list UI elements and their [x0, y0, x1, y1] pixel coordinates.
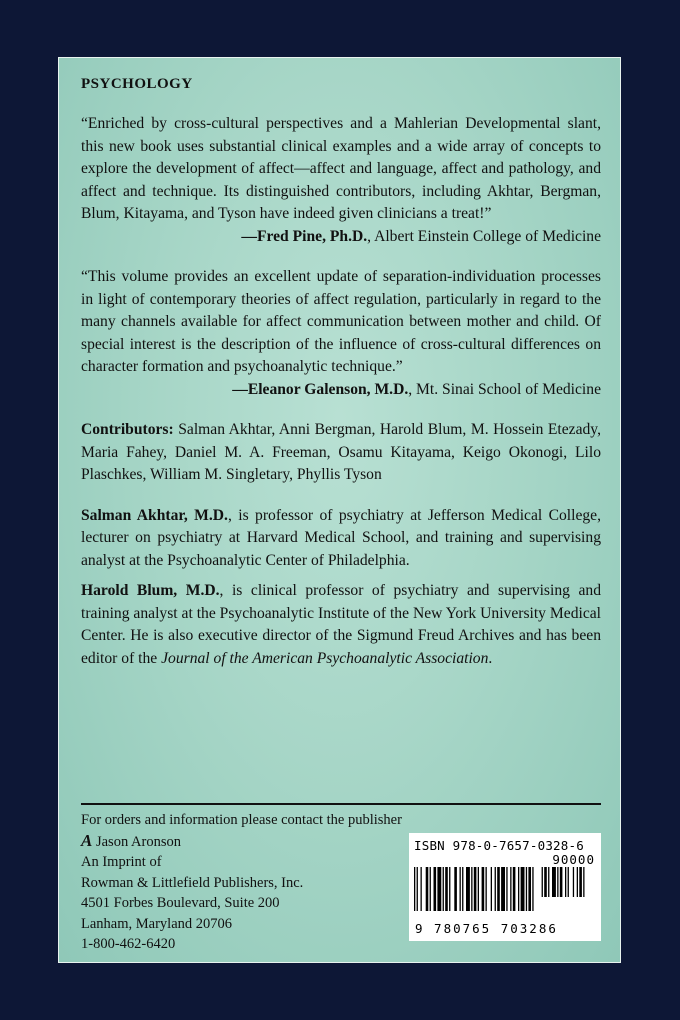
author-bio-1	[81, 505, 601, 573]
contributors-label: Contributors:	[81, 421, 174, 438]
imprint-line: An Imprint of	[81, 854, 162, 870]
contributors-list	[81, 419, 601, 487]
bio-end: .	[488, 649, 493, 667]
review-quote-2	[81, 266, 601, 401]
phone-number: 1-800-462-6420	[81, 936, 176, 952]
quote-attribution	[81, 226, 601, 249]
bio-name: Salman Akhtar, M.D.	[81, 506, 228, 524]
city-address: Lanham, Maryland 20706	[81, 915, 233, 932]
category-heading: PSYCHOLOGY	[81, 76, 193, 92]
review-quote-1	[81, 113, 601, 248]
bio-text: , is clinical professor of psychiatry and supervising and training analyst at the Psychoanalytic Institute of the New York University Medical Center. He is also executive director of the Sigmund Freud Archives and has been editor of the	[81, 582, 601, 667]
quote-affiliation: , Albert Einstein College of Medicine	[367, 227, 601, 245]
publisher-footer	[81, 810, 601, 955]
bio-text: , is professor of psychiatry at Jefferson Medical College, lecturer on psychiatry at Harvard Medical School, and training and supervising analyst at the Psychoanalytic Center of Philadelphia.	[81, 506, 601, 569]
publisher-name: Jason Aronson	[95, 833, 181, 850]
back-cover-panel	[58, 57, 621, 963]
quote-author: —Fred Pine, Ph.D.	[241, 227, 368, 245]
author-bio-2	[81, 580, 601, 670]
footer-divider	[81, 803, 601, 805]
street-address: 4501 Forbes Boulevard, Suite 200	[81, 895, 280, 911]
contact-line: For orders and information please contact the publisher	[81, 812, 402, 828]
quote-author: —Eleanor Galenson, M.D.	[232, 380, 409, 398]
parent-publisher: Rowman & Littlefield Publishers, Inc.	[81, 874, 304, 891]
quote-attribution	[81, 379, 601, 402]
publisher-logo-icon: A	[81, 830, 93, 850]
cover-text	[81, 76, 601, 678]
contributors-names: Salman Akhtar, Anni Bergman, Harold Blum, M. Hossein Etezady, Maria Fahey, Daniel M. A. Freeman, Osamu Kitayama, Keigo Okonogi, Lilo Plaschkes, William M. Singletary, Phyllis Tyson	[81, 421, 601, 483]
barcode-bars	[414, 867, 596, 923]
isbn-text: ISBN 978-0-7657-0328-6	[414, 838, 584, 853]
price-code: 90000	[552, 852, 595, 867]
quote-text: “This volume provides an excellent update of separation-individuation processes in light of contemporary theories of affect regulation, particularly in regard to the many channels available for affect communication between mother and child. Of special interest is the description of the influence of cross-cultural differences on character formation and psychoanalytic technique.”	[81, 268, 601, 375]
journal-title: Journal of the American Psychoanalytic Association	[161, 649, 489, 667]
barcode-digits: 9 780765 703286	[415, 920, 558, 936]
quote-affiliation: , Mt. Sinai School of Medicine	[408, 380, 601, 398]
bio-name: Harold Blum, M.D.	[81, 582, 220, 599]
isbn-barcode	[409, 833, 601, 941]
quote-text: “Enriched by cross-cultural perspectives and a Mahlerian Developmental slant, this new book uses substantial clinical examples and a wide array of concepts to explore the development of affect—affect and language, affect and pathology, and affect and technique. Its distinguished contributors, including Akhtar, Bergman, Blum, Kitayama, and Tyson have indeed given clinicians a treat!”	[81, 115, 601, 222]
